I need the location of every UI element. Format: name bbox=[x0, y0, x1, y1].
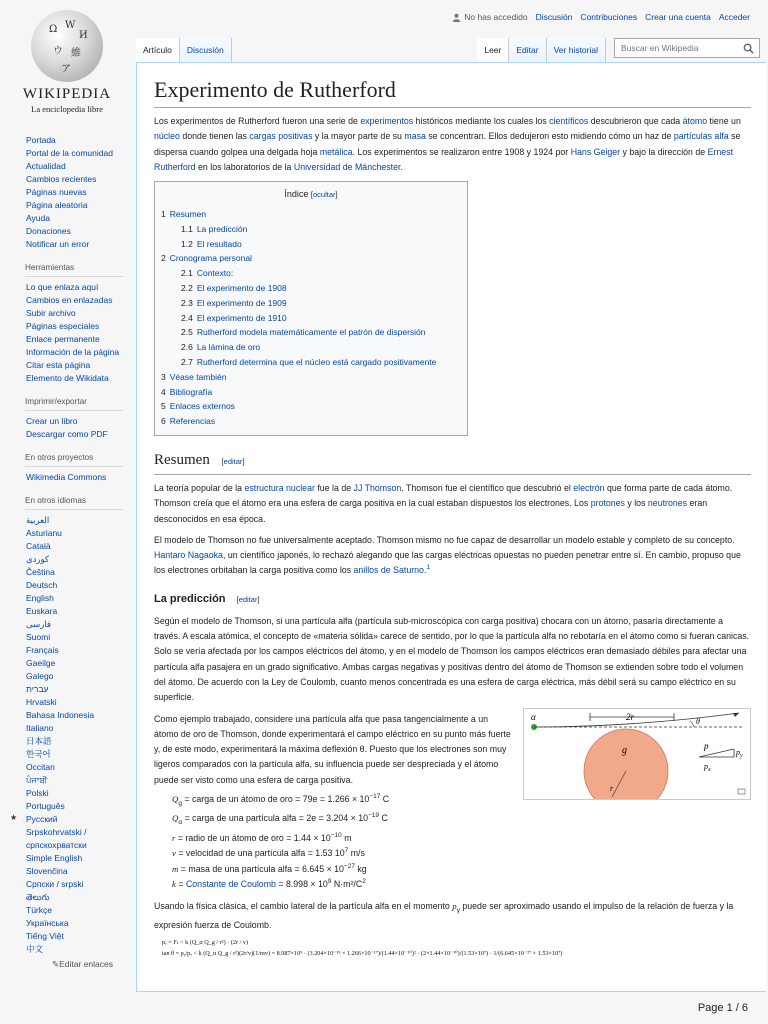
toc-item-link[interactable]: El experimento de 1908 bbox=[196, 282, 287, 293]
logo-tagline: La enciclopedia libre bbox=[31, 104, 103, 114]
toc-item[interactable] bbox=[161, 222, 461, 237]
g-label: g bbox=[622, 744, 627, 756]
resumen1-link-7[interactable]: protones bbox=[590, 498, 625, 509]
user-icon bbox=[452, 13, 461, 22]
sidebar-item-lang-31[interactable]: Tiếng Việt bbox=[26, 931, 64, 941]
sidebar-item-lang-16[interactable]: Italiano bbox=[26, 723, 54, 733]
toc-item-number: 6 bbox=[161, 416, 166, 427]
sidebar-item-nav-1[interactable]: Portal de la comunidad bbox=[26, 148, 113, 158]
intro-link-11[interactable]: masa bbox=[404, 131, 426, 142]
sidebar-print-heading: Imprimir/exportar bbox=[25, 397, 123, 411]
sidebar-item-tools-3[interactable]: Páginas especiales bbox=[26, 321, 100, 331]
toc-item[interactable] bbox=[161, 296, 461, 311]
toc-item-link[interactable]: Véase también bbox=[169, 371, 227, 382]
resumen1-link-5[interactable]: electrón bbox=[573, 482, 605, 493]
section-heading-resumen: Resumen [editar] bbox=[154, 450, 751, 475]
sidebar-item-lang-8[interactable]: فارسی bbox=[26, 619, 51, 629]
toc-item-number: 2.5 bbox=[181, 327, 193, 338]
pencil-icon: ✎ bbox=[52, 959, 60, 969]
sidebar-item-lang-4[interactable]: Čeština bbox=[26, 567, 55, 577]
intro-link-21[interactable]: Universidad de Mánchester bbox=[293, 161, 401, 172]
article-body bbox=[154, 63, 751, 959]
toc-item-number: 2.3 bbox=[181, 297, 193, 308]
sidebar-item-lang-13[interactable]: עברית bbox=[26, 684, 49, 694]
enlarge-icon[interactable] bbox=[738, 789, 745, 794]
toc-item[interactable] bbox=[161, 385, 461, 400]
sidebar-item-lang-26[interactable]: Slovenčina bbox=[26, 866, 68, 876]
page-indicator: Page 1 / 6 bbox=[697, 1002, 748, 1014]
search-icon[interactable] bbox=[743, 43, 754, 54]
px-label: $p_x$ bbox=[704, 761, 711, 773]
intro-link-13[interactable]: partículas alfa bbox=[673, 131, 729, 142]
edit-section-prediccion: [editar] bbox=[236, 594, 260, 604]
prediccion-paragraph-1: Según el modelo de Thomson, si una partícula alfa (partícula sub-microscópica con carga positiva) chocara con un átomo, pasaría directamente a través. A escala atómica, el concepto de «materia sólida» carece de sentido, por lo que la partícula alfa no rebotaría en el átomo como si fueran canicas. Solo se vería afectada por los campos eléctricos del átomo, y en el modelo de Thomson los campos eléctricos eran demasiado débiles para afectar una partícula alfa pasajera en un grado significativo. Ambas cargas negativas y positivas dentro del átomo de Thomson se extienden sobre todo el volumen del átomo. De acuerdo con la Ley de Coulomb, cuanto menos concentrada es una esfera de carga eléctrica, más débil será su campo eléctrico en su superficie. bbox=[154, 615, 750, 703]
toc-item-link[interactable]: Enlaces externos bbox=[169, 401, 235, 412]
sidebar-item-nav-6[interactable]: Ayuda bbox=[26, 213, 50, 223]
toc-item-link[interactable]: Contexto: bbox=[196, 268, 234, 279]
sidebar-item-lang-11[interactable]: Gaeilge bbox=[26, 658, 56, 668]
toc-item-link[interactable]: Cronograma personal bbox=[169, 253, 252, 264]
toc-item[interactable] bbox=[161, 325, 461, 340]
equation-block bbox=[154, 937, 751, 959]
toc-item[interactable] bbox=[161, 266, 461, 281]
formula-list bbox=[154, 792, 751, 893]
theta-label: θ bbox=[696, 716, 700, 726]
sidebar-item-nav-4[interactable]: Páginas nuevas bbox=[26, 187, 87, 197]
sidebar-item-lang-3[interactable]: کوردی bbox=[26, 554, 49, 564]
toc-item[interactable] bbox=[161, 237, 461, 252]
toc-title: Índice bbox=[284, 189, 309, 200]
toc-item-number: 2.4 bbox=[181, 312, 193, 323]
sidebar-item-lang-27[interactable]: Српски / srpski bbox=[26, 879, 84, 889]
login-link[interactable]: Acceder bbox=[718, 12, 750, 22]
wikipedia-globe-icon: Ω W И ウ 維 ア bbox=[31, 10, 103, 82]
toc-item-link[interactable]: Referencias bbox=[169, 416, 216, 427]
sidebar-item-lang-9[interactable]: Suomi bbox=[26, 632, 51, 642]
personal-tools bbox=[452, 12, 750, 22]
toc-item[interactable] bbox=[161, 414, 461, 429]
gold-atom-sphere bbox=[584, 729, 668, 799]
sidebar-item-nav-5[interactable]: Página aleatoria bbox=[26, 200, 88, 210]
sidebar-item-lang-30[interactable]: Українська bbox=[26, 918, 69, 928]
contributions-link[interactable]: Contribuciones bbox=[580, 12, 638, 22]
resumen-paragraph-1: La teoría popular de la estructura nuclear fue la de JJ Thomson. Thomson fue el científico que descubrió el electrón que forma parte de cada átomo. Thomson creía que el átomo era una esfera de carga positiva en la cual estaban dispuestos los electrones. Los protones y los neutrones eran desconocidos en esa época. bbox=[154, 482, 733, 524]
content-area bbox=[136, 62, 766, 992]
sidebar-tools bbox=[26, 281, 134, 385]
sidebar-item-tools-4[interactable]: Enlace permanente bbox=[26, 334, 100, 344]
toc-item[interactable] bbox=[161, 355, 461, 370]
sidebar-item-nav-2[interactable]: Actualidad bbox=[26, 161, 66, 171]
search-placeholder: Buscar en Wikipedia bbox=[621, 43, 699, 53]
sidebar-projects bbox=[26, 471, 134, 484]
tab-discussion[interactable]: Discusión bbox=[180, 38, 232, 62]
equation-2: tan θ = pᵧ/pₓ < k (Q_α Q_g / r²)(2r/v)(1/mv) = 8.987×10⁹ · (3.204×10⁻¹⁹ × 1.266×10⁻¹⁷)/(1.44×10⁻¹⁰)² · (2×1.44×10⁻¹⁰)/(1.53×10⁷) · 1/(6.645×10⁻²⁷ × 1.53×10⁷) bbox=[162, 950, 563, 958]
table-of-contents bbox=[154, 181, 468, 436]
p-label: p bbox=[704, 740, 709, 751]
tab-edit[interactable]: Editar bbox=[509, 38, 546, 62]
sidebar-item-lang-22[interactable]: Português bbox=[26, 801, 65, 811]
create-account-link[interactable]: Crear una cuenta bbox=[645, 12, 711, 22]
resumen1-link-3[interactable]: JJ Thomson bbox=[353, 482, 402, 493]
toc-item-link[interactable]: Rutherford modela matemáticamente el patrón de dispersión bbox=[196, 327, 426, 338]
sidebar-item-lang-25[interactable]: Simple English bbox=[26, 853, 83, 863]
py-label: $p_y$ bbox=[736, 747, 743, 759]
sidebar-languages-heading: En otros idiomas bbox=[25, 496, 123, 510]
sidebar-item-lang-24[interactable]: Srpskohrvatski / српскохрватски bbox=[26, 827, 87, 850]
sidebar-item-tools-0[interactable]: Lo que enlaza aquí bbox=[26, 282, 99, 292]
toc-item-number: 1.1 bbox=[181, 223, 193, 234]
intro-link-3[interactable]: científicos bbox=[549, 116, 589, 126]
toc-item-number: 5 bbox=[161, 401, 166, 412]
sidebar-item-nav-8[interactable]: Notificar un error bbox=[26, 239, 90, 249]
sidebar bbox=[10, 134, 134, 970]
logo-wordmark: WIKIPEDIA bbox=[22, 86, 112, 102]
sidebar-item-lang-17[interactable]: 日本語 bbox=[26, 736, 52, 746]
subsection-heading-prediccion: La predicción [editar] bbox=[154, 592, 260, 605]
sidebar-item-lang-0[interactable]: العربية bbox=[26, 515, 50, 525]
sidebar-item-lang-32[interactable]: 中文 bbox=[26, 944, 44, 954]
toc-item[interactable] bbox=[161, 370, 461, 385]
sidebar-item-nav-0[interactable]: Portada bbox=[26, 135, 56, 145]
sidebar-item-print-1[interactable]: Descargar como PDF bbox=[26, 429, 108, 439]
toc-item-number: 2.1 bbox=[181, 268, 193, 279]
namespace-tabs bbox=[136, 38, 232, 62]
intro-link-15[interactable]: metálica bbox=[319, 146, 353, 157]
formula-line: m = masa de una partícula alfa = $6.645 \times 10^{-27}$ kg bbox=[172, 862, 367, 874]
toc-item-link[interactable]: La predicción bbox=[196, 223, 248, 234]
page-title: Experimento de Rutherford bbox=[154, 77, 751, 108]
sidebar-item-lang-29[interactable]: Türkçe bbox=[26, 905, 52, 915]
sidebar-item-lang-15[interactable]: Bahasa Indonesia bbox=[26, 710, 95, 720]
toc-item-number: 3 bbox=[161, 371, 166, 382]
intro-link-17[interactable]: Hans Geiger bbox=[570, 146, 621, 157]
intro-paragraph: Los experimentos de Rutherford fueron una serie de experimentos históricos mediante los cuales los científicos descubrieron que cada átomo tiene un núcleo donde tienen las cargas positivas y la mayor parte de su masa se concentran. Ellos dedujeron esto midiendo cómo un haz de partículas alfa se dispersa cuando golpea una delgada hoja metálica. Los experimentos se realizaron entre 1908 y 1924 por Hans Geiger y bajo la dirección de Ernest Rutherford en los laboratorios de la Universidad de Mánchester. bbox=[154, 116, 741, 172]
search-input[interactable] bbox=[614, 38, 760, 58]
formula-line: $Q_g$ = carga de un átomo de oro = $79e = 1.266 \times 10^{-17}$ C bbox=[172, 793, 390, 807]
resumen2-link-1[interactable]: Hantaro Nagaoka bbox=[154, 550, 223, 561]
toc-item[interactable] bbox=[161, 311, 461, 326]
toc-item-link[interactable]: El experimento de 1910 bbox=[196, 312, 287, 323]
toc-list bbox=[161, 207, 461, 429]
resumen-paragraph-2: El modelo de Thomson no fue universalmente aceptado. Thomson mismo no fue capaz de desarrollar un modelo estable y completo de su concepto. Hantaro Nagaoka, un científico japonés, lo rechazó alegando que las cargas eléctricas opuestas no pueden penetrar entre sí. En cambio, propuso que los electrones orbitaban la carga positiva como los anillos de Saturno.$^1$ bbox=[154, 534, 741, 576]
edit-section-resumen: [editar] bbox=[221, 456, 245, 466]
sidebar-item-lang-19[interactable]: Occitan bbox=[26, 762, 55, 772]
featured-star-icon: ★ bbox=[10, 813, 18, 822]
sidebar-print bbox=[26, 415, 134, 441]
scattering-diagram bbox=[523, 708, 751, 800]
resumen1-link-1[interactable]: estructura nuclear bbox=[244, 482, 315, 493]
intro-link-5[interactable]: átomo bbox=[682, 116, 708, 126]
toc-item[interactable] bbox=[161, 281, 461, 296]
toc-item[interactable] bbox=[161, 207, 461, 222]
coulomb-constant-link[interactable]: Constante de Coulomb bbox=[185, 879, 276, 890]
toc-item-link[interactable]: Rutherford determina que el núcleo está cargado positivamente bbox=[196, 356, 437, 367]
sidebar-item-lang-18[interactable]: 한국어 bbox=[26, 749, 51, 759]
sidebar-item-tools-2[interactable]: Subir archivo bbox=[26, 308, 76, 318]
sidebar-item-lang-28[interactable]: తెలుగు bbox=[26, 892, 50, 902]
sidebar-item-tools-6[interactable]: Citar esta página bbox=[26, 360, 91, 370]
sidebar-item-lang-12[interactable]: Galego bbox=[26, 671, 54, 681]
sidebar-languages bbox=[10, 514, 134, 956]
sidebar-item-tools-1[interactable]: Cambios en enlazadas bbox=[26, 295, 113, 305]
formula-line: v = velocidad de una partícula alfa = 1.53 $10^7$ m/s bbox=[172, 847, 365, 859]
toc-item-link[interactable]: La lámina de oro bbox=[196, 342, 261, 353]
r-label: r bbox=[610, 783, 614, 793]
equation-1: pᵧ = Fₜ < k (Q_α Q_g / r²) · (2r / v) bbox=[162, 939, 248, 947]
sidebar-item-lang-2[interactable]: Català bbox=[26, 541, 51, 551]
two-r-label: 2r bbox=[626, 711, 635, 722]
sidebar-projects-heading: En otros proyectos bbox=[25, 453, 123, 467]
scattering-diagram-svg bbox=[524, 709, 750, 799]
toc-item[interactable] bbox=[161, 340, 461, 355]
sidebar-item-tools-5[interactable]: Información de la página bbox=[26, 347, 120, 357]
sidebar-item-lang-14[interactable]: Hrvatski bbox=[26, 697, 57, 707]
not-logged-in: No has accedido bbox=[452, 12, 527, 22]
sidebar-item-lang-6[interactable]: English bbox=[26, 593, 54, 603]
sidebar-navigation bbox=[26, 134, 134, 251]
resumen2-ref-5[interactable]: 1 bbox=[426, 564, 431, 572]
tab-article[interactable]: Artículo bbox=[136, 38, 180, 62]
sidebar-item-print-0[interactable]: Crear un libro bbox=[26, 416, 78, 426]
toc-item-number: 2.2 bbox=[181, 282, 193, 293]
toc-header: Índice [ocultar] bbox=[284, 189, 338, 200]
intro-link-9[interactable]: cargas positivas bbox=[249, 131, 313, 142]
prediccion-paragraph-2: Como ejemplo trabajado, considere una partícula alfa que pasa tangencialmente a un átomo de oro de Thomson, donde experimentará el campo eléctrico en su punto más fuerte y, de este modo, experimentará la máxima deflexión θ. Puesto que los electrones son muy ligeros comparados con la partícula alfa, su influencia puede ser despreciada y el átomo puede ser visto como una esfera de carga positiva. bbox=[154, 713, 511, 785]
sidebar-item-tools-7[interactable]: Elemento de Wikidata bbox=[26, 373, 109, 383]
toc-item[interactable] bbox=[161, 399, 461, 414]
sidebar-item-lang-7[interactable]: Euskara bbox=[26, 606, 58, 616]
wikipedia-logo[interactable] bbox=[6, 10, 128, 114]
toc-item-number: 2 bbox=[161, 253, 166, 264]
formula-line: $Q_\alpha$ = carga de una partícula alfa = $2e = 3.204 \times 10^{-19}$ C bbox=[172, 812, 388, 827]
sidebar-tools-heading: Herramientas bbox=[25, 263, 123, 277]
alpha-label: α bbox=[531, 711, 536, 722]
sidebar-item-nav-3[interactable]: Cambios recientes bbox=[26, 174, 97, 184]
toc-hide-button[interactable]: ocultar bbox=[313, 190, 336, 200]
sidebar-item-nav-7[interactable]: Donaciones bbox=[26, 226, 71, 236]
tab-read[interactable]: Leer bbox=[477, 38, 509, 62]
toc-item-number: 1.2 bbox=[181, 238, 193, 249]
resumen1-link-9[interactable]: neutrones bbox=[647, 498, 688, 509]
formula-line: r = radio de un átomo de oro = $1.44 \times 10^{-10}$ m bbox=[172, 831, 352, 843]
toc-item-link[interactable]: Resumen bbox=[169, 208, 207, 219]
view-tabs bbox=[477, 38, 760, 62]
edit-links-button[interactable]: ✎Editar enlaces bbox=[52, 959, 113, 969]
sidebar-item-lang-21[interactable]: Polski bbox=[26, 788, 49, 798]
intro-link-7[interactable]: núcleo bbox=[154, 131, 180, 142]
toc-item-number: 2.7 bbox=[181, 356, 193, 367]
sidebar-item-lang-23[interactable]: Русский bbox=[26, 814, 58, 824]
toc-item-link[interactable]: El experimento de 1909 bbox=[196, 297, 287, 308]
toc-item[interactable] bbox=[161, 251, 461, 266]
intro-link-19[interactable]: Ernest Rutherford bbox=[154, 146, 734, 172]
sidebar-item-project-0[interactable]: Wikimedia Commons bbox=[26, 472, 107, 482]
resumen2-link-3[interactable]: anillos de Saturno bbox=[353, 565, 424, 576]
toc-item-number: 1 bbox=[161, 208, 166, 219]
sidebar-item-lang-1[interactable]: Asturianu bbox=[26, 528, 62, 538]
talk-link[interactable]: Discusión bbox=[535, 12, 573, 22]
intro-link-1[interactable]: experimentos bbox=[360, 116, 414, 126]
toc-item-number: 4 bbox=[161, 386, 166, 397]
tab-history[interactable]: Ver historial bbox=[547, 38, 606, 62]
sidebar-item-lang-10[interactable]: Français bbox=[26, 645, 59, 655]
sidebar-item-lang-20[interactable]: ਪੰਜਾਬੀ bbox=[26, 775, 48, 785]
toc-item-link[interactable]: Bibliografía bbox=[169, 386, 213, 397]
formula-line: k = Constante de Coulomb = $8.998 \times 10^9$ $N\cdot m^2/C^2$ bbox=[172, 878, 366, 890]
sidebar-item-lang-5[interactable]: Deutsch bbox=[26, 580, 58, 590]
toc-item-number: 2.6 bbox=[181, 342, 193, 353]
toc-item-link[interactable]: El resultado bbox=[196, 238, 242, 249]
prediccion-paragraph-3: Usando la física clásica, el cambio lateral de la partícula alfa en el momento $p_y$ puede ser aproximado usando el impulso de la relación de fuerza y la expresión fuerza de Coulomb. bbox=[154, 901, 734, 931]
